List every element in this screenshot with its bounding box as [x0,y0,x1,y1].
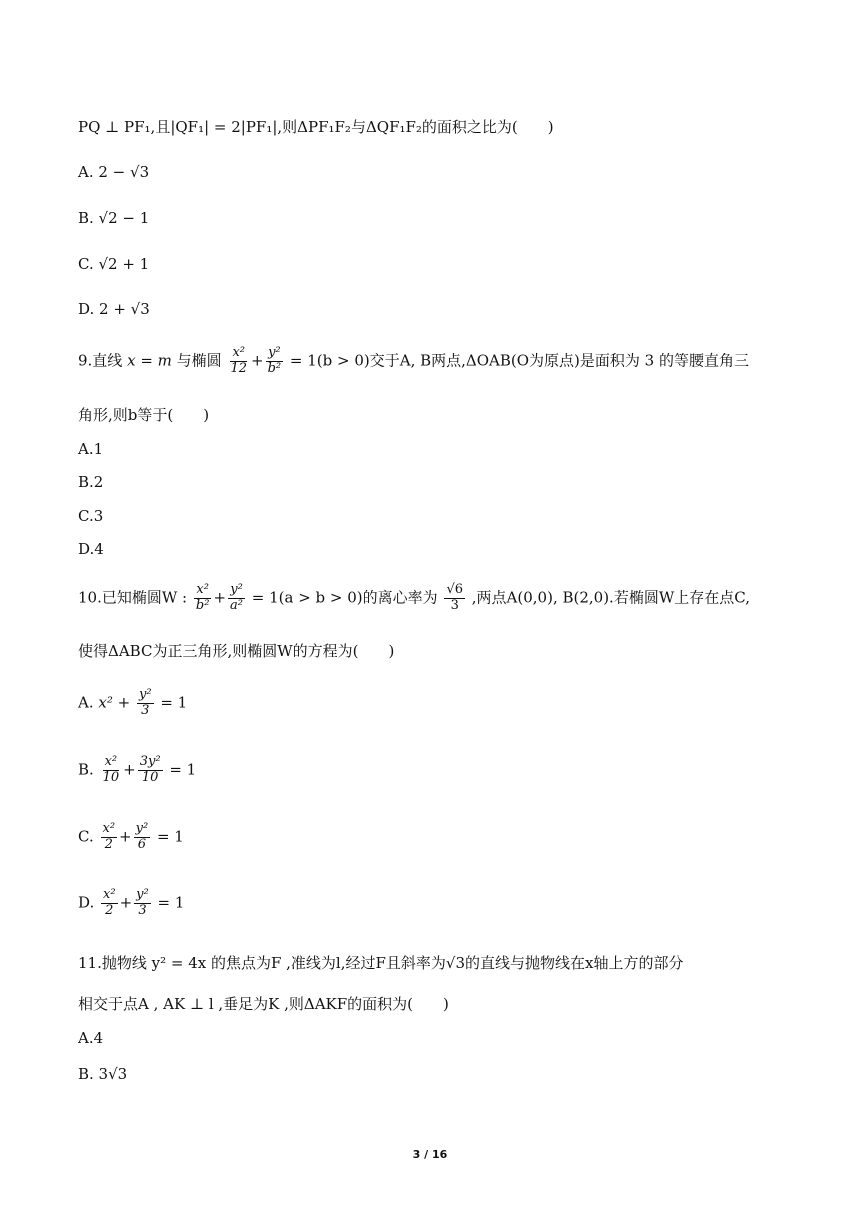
q8-option-d: D. 2 + √3 [78,300,150,318]
q9-option-d: D.4 [78,540,104,558]
page-number: 3 / 16 [412,1148,448,1161]
q9-text-b: 与椭圆 [176,351,222,370]
q9-option-c: C.3 [78,507,104,525]
q10-text-b: = 1(a > b > 0)的离心率为 [251,588,438,607]
q11-stem-line2: 相交于点A , AK ⊥ l ,垂足为K ,则ΔAKF的面积为( ) [78,995,449,1013]
q9-option-a: A.1 [78,440,104,458]
q11-option-a: A.4 [78,1029,104,1047]
q9-stem-line1: 9.直线 x = m 与椭圆 $\frac{\text{x²}}{12}$ + $\frac{\text{y²}}{\text{b²}}$ = 1(b > 0)交于A, B两点,ΔOAB(O为原点)是面积为 3 的等腰直角三 [78,345,749,376]
q9-stem-line2: 角形,则b等于( ) [78,406,210,424]
q10-text-a: 10.已知椭圆W : [78,588,188,607]
q9-eq-x-m: x = m [127,351,172,370]
q10-text-c: ,两点A(0,0), B(2,0).若椭圆W上存在点C, [471,588,750,607]
q10-option-a: A. x² + $\frac{\text{y²}}{3}$ = 1 [78,687,188,718]
q10-stem-line1: 10.已知椭圆W : $\frac{\text{x²}}{\text{b²}}$ + $\frac{\text{y²}}{\text{a²}}$ = 1(a > b > 0)的离心率为 $\frac{√6}{3}$ ,两点A(0,0), B(2,0).若椭圆W上存在点C, [78,582,750,613]
q8-option-c: C. √2 + 1 [78,255,150,273]
q10-frac-x: $\frac{\text{x²}}{\text{b²}}$ [195,582,210,613]
q9-text-a: 9.直线 [78,351,123,370]
q10-stem-line2: 使得ΔABC为正三角形,则椭圆W的方程为( ) [78,642,395,660]
q9-option-b: B.2 [78,473,104,491]
q9-frac-y: $\frac{\text{y²}}{\text{b²}}$ [267,345,282,376]
q10-frac-y: $\frac{\text{y²}}{\text{a²}}$ [230,582,243,613]
q9-text-c: = 1(b > 0)交于A, B两点,ΔOAB(O为原点)是面积为 3 的等腰直角三 [289,351,749,370]
q10-frac-ecc: $\frac{√6}{3}$ [446,582,463,613]
q8-stem-tail: PQ ⊥ PF₁,且|QF₁| = 2|PF₁|,则ΔPF₁F₂与ΔQF₁F₂的面积之比为( ) [78,118,554,136]
q8-option-b: B. √2 − 1 [78,209,150,227]
q9-frac-x: $\frac{\text{x²}}{12}$ [230,345,248,376]
q11-option-b: B. 3√3 [78,1065,128,1083]
q11-stem-line1: 11.抛物线 y² = 4x 的焦点为F ,准线为l,经过F且斜率为√3的直线与抛物线在x轴上方的部分 [78,954,684,972]
q10-option-c: C. $\frac{\text{x²}}{2}$ + $\frac{\text{y²}}{6}$ = 1 [78,821,184,852]
q8-option-a: A. 2 − √3 [78,163,150,181]
q10-option-b: B. $\frac{\text{x²}}{10}$ + $\frac{\text{3y²}}{10}$ = 1 [78,754,197,785]
q10-option-d: D. $\frac{\text{x²}}{2}$ + $\frac{\text{y²}}{3}$ = 1 [78,887,185,918]
